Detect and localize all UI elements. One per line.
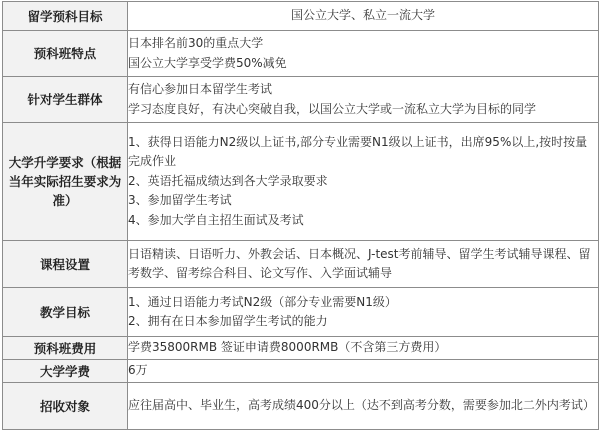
features-line-1: 日本排名前30的重点大学: [128, 36, 264, 50]
row-label-university-tuition: 大学学费: [3, 360, 128, 383]
row-value-university-tuition: [128, 360, 599, 383]
row-value-prep-fees: [128, 337, 599, 360]
row-value-admission-requirements: [128, 123, 599, 241]
row-label-teaching-goals: 教学目标: [3, 288, 128, 337]
table-row-target-students: [3, 77, 599, 123]
prep-fees-text: 学费35800RMB 签证申请费8000RMB（不含第三方费用）: [128, 340, 447, 355]
program-info-table: [2, 1, 599, 430]
row-label-curriculum: 课程设置: [3, 241, 128, 288]
header-label-cell: 留学预科目标: [3, 2, 128, 31]
row-value-enrollment-target: [128, 383, 599, 430]
table-row-teaching-goals: [3, 288, 599, 337]
teaching-goal-1: 1、通过日语能力考试N2级（部分专业需要N1级）: [128, 294, 397, 309]
table-header-row: [3, 2, 599, 31]
row-label-features: 预科班特点: [3, 31, 128, 77]
curriculum-text: 日语精读、日语听力、外教会话、日本概况、J-test考前辅导、留学生考试辅导课程、留考数学、留考综合科目、论文写作、入学面试辅导: [128, 246, 591, 280]
row-value-curriculum: [128, 241, 599, 288]
row-label-admission-requirements: 大学升学要求（根据当年实际招生要求为准）: [3, 123, 128, 241]
table-row-curriculum: [3, 241, 599, 288]
target-students-line-1: 有信心参加日本留学生考试: [128, 82, 273, 96]
header-value-cell: 国公立大学、私立一流大学: [128, 2, 599, 31]
requirement-item-1: 1、获得日语能力N2级以上证书,部分专业需要N1级以上证书，出席95%以上,按时按量完成作业: [128, 134, 588, 169]
features-line-2: 国公立大学享受学费50%减免: [128, 55, 287, 70]
table-row-features: [3, 31, 599, 77]
row-label-target-students: 针对学生群体: [3, 77, 128, 123]
row-value-target-students: [128, 77, 599, 123]
teaching-goal-2: 2、拥有在日本参加留学生考试的能力: [128, 314, 328, 328]
table-row-university-tuition: [3, 360, 599, 383]
row-value-teaching-goals: [128, 288, 599, 337]
row-label-enrollment-target: 招收对象: [3, 383, 128, 430]
requirement-item-4: 4、参加大学自主招生面试及考试: [128, 212, 304, 227]
row-value-features: [128, 31, 599, 77]
enrollment-target-text: 应往届高中、毕业生，高考成绩400分以上（达不到高考分数，需要参加北二外内考试）: [128, 398, 595, 413]
table-row-prep-fees: [3, 337, 599, 360]
target-students-line-2: 学习态度良好，有决心突破自我，以国公立大学或一流私立大学为目标的同学: [128, 101, 537, 116]
row-label-prep-fees: 预科班费用: [3, 337, 128, 360]
table-row-enrollment-target: [3, 383, 599, 430]
table-row-admission-requirements: [3, 123, 599, 241]
requirement-item-3: 3、参加留学生考试: [128, 193, 232, 208]
university-tuition-text: 6万: [128, 363, 148, 378]
requirement-item-2: 2、英语托福成绩达到各大学录取要求: [128, 173, 328, 188]
